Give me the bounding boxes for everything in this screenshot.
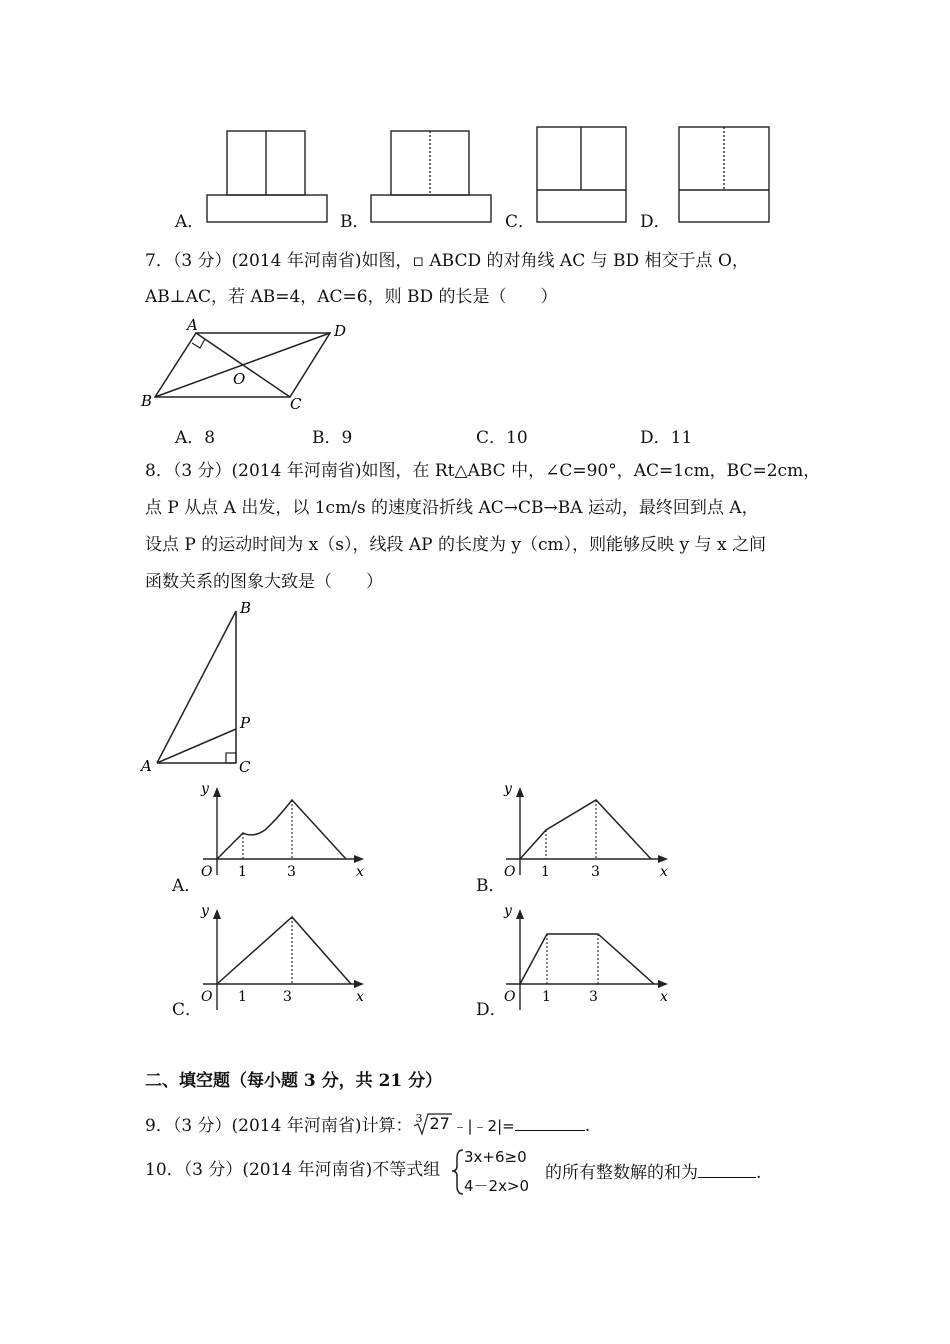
q8-stem-line2: 点 P 从点 A 出发，以 1cm/s 的速度沿折线 AC→CB→BA 运动，最终回到点 A， [145,498,759,518]
q9-root-index: 3 [415,1112,423,1125]
q9-prefix: 9．（3 分）(2014 年河南省)计算： [145,1116,413,1136]
q7-stem-line2: AB⊥AC，若 AB=4，AC=6，则 BD 的长是（ ） [145,287,558,307]
q9-suffix: . [584,1116,591,1136]
q8-graph-d-y: y [504,903,512,919]
q8-label-p: P [240,714,251,732]
q8-graph-c-y: y [201,903,209,919]
q10-suffix: 的所有整数解的和为 [545,1163,698,1183]
q7-label-d: D [334,322,347,340]
q7-label-b: B [141,392,153,410]
q8-graph-a-y: y [201,781,209,797]
q10-tail [545,1159,761,1184]
q8-graph-b-origin: O [504,864,516,880]
q7-label-o: O [233,370,246,388]
q8-label-c: C [239,758,251,776]
section2-heading: 二、填空题（每小题 3 分，共 21 分） [145,1071,443,1091]
q9-rest: ﹣|﹣2|= [452,1117,515,1135]
q10-inequality-1: 3x+6≥0 [464,1148,527,1166]
q8-graph-d-origin: O [504,989,516,1005]
q8-graph-a-origin: O [201,864,213,880]
q8-graph-d-x: x [660,989,668,1005]
q10-answer-blank[interactable] [698,1159,756,1178]
q7-choice-d: D．11 [640,428,693,448]
q7-choice-a: A．8 [175,428,216,448]
q6-option-a-label: A． [175,212,205,232]
q7-label-a: A [187,316,198,334]
q8-graph-b-y: y [504,781,512,797]
q8-choice-b-label: B． [476,876,506,896]
q8-graph-c-tick1: 1 [238,989,247,1005]
q8-graph-b-tick3: 3 [591,864,600,880]
q6-option-c-label: C． [505,212,536,232]
q6-option-d-label: D． [640,212,671,232]
q8-graph-a-x: x [356,864,364,880]
q10-inequality-2: 4－2x>0 [464,1177,530,1195]
q10-end: . [756,1163,762,1183]
q8-graph-d-tick1: 1 [542,989,551,1005]
q8-graph-b-x: x [660,864,668,880]
q8-label-b: B [240,599,252,617]
q8-graph-b-tick1: 1 [541,864,550,880]
q8-choice-a-label: A． [172,876,202,896]
q7-choice-b: B．9 [312,428,353,448]
q8-choice-c-label: C． [172,1000,203,1020]
q8-stem-line4: 函数关系的图象大致是（ ） [145,572,383,592]
q8-graph-d-tick3: 3 [589,989,598,1005]
q10-prefix: 10．（3 分）(2014 年河南省)不等式组 [145,1160,441,1180]
q9-radicand: 27 [429,1114,450,1133]
q8-graph-c-tick3: 3 [283,989,292,1005]
q8-graph-a-tick1: 1 [238,864,247,880]
q8-graph-c-x: x [356,989,364,1005]
q8-choice-d-label: D． [476,1000,507,1020]
q7-choice-c: C．10 [476,428,528,448]
q7-label-c: C [290,395,302,413]
q8-stem-line1: 8．（3 分）(2014 年河南省)如图，在 Rt△ABC 中，∠C=90°，AC=1cm，BC=2cm， [145,461,821,481]
q8-label-a: A [141,757,152,775]
q8-graph-a-tick3: 3 [287,864,296,880]
q6-option-b-label: B． [340,212,370,232]
q8-stem-line3: 设点 P 的运动时间为 x（s），线段 AP 的长度为 y（cm），则能够反映 y 与 x 之间 [145,535,766,555]
q8-graph-c-origin: O [201,989,213,1005]
q7-stem-line1: 7．（3 分）(2014 年河南省)如图，▫ ABCD 的对角线 AC 与 BD 相交于点 O， [145,251,749,271]
